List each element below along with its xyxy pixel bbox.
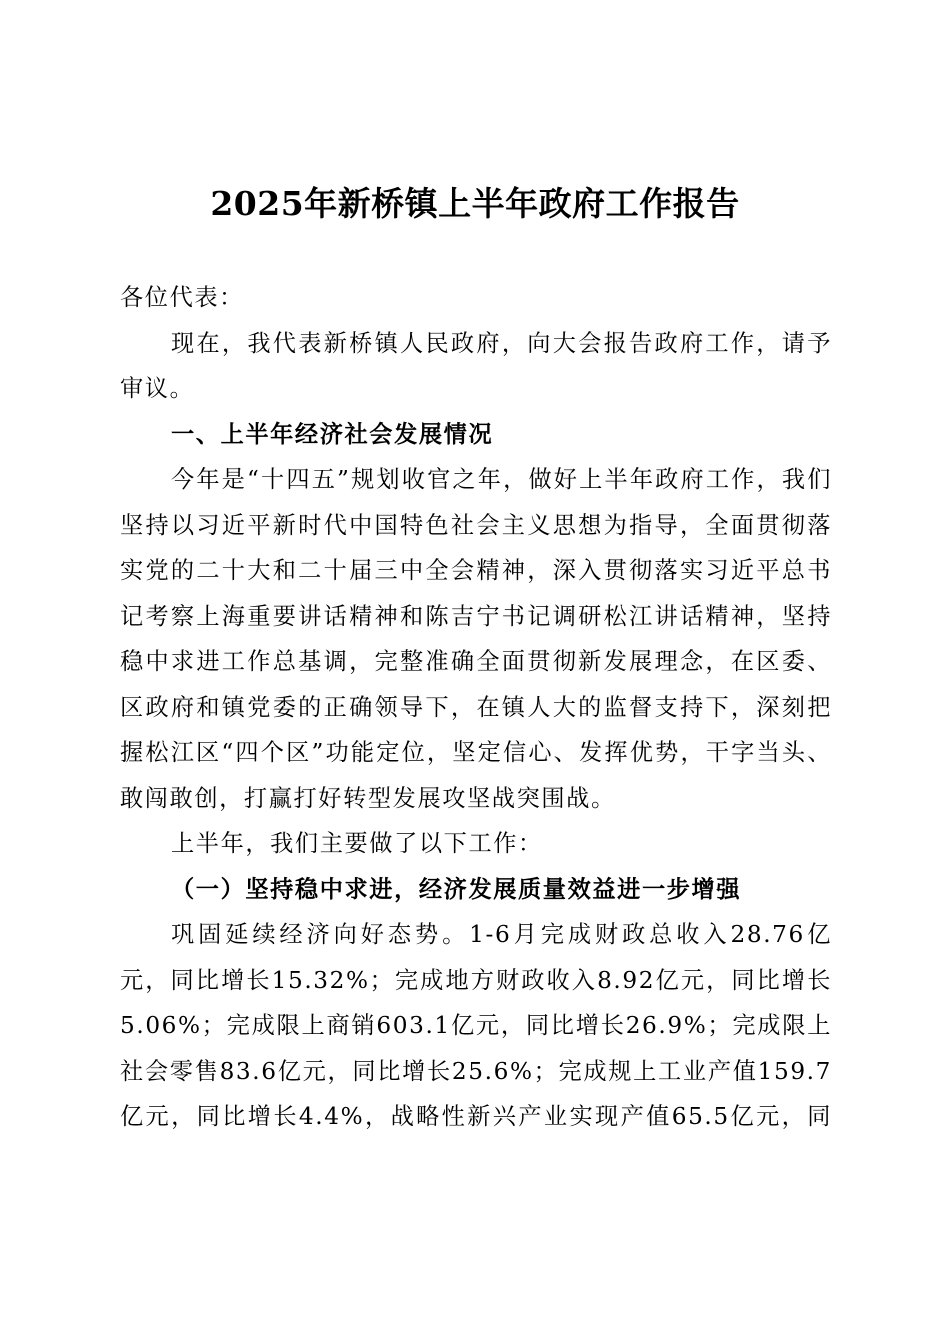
document-title: 2025年新桥镇上半年政府工作报告 (210, 184, 740, 223)
document-body (120, 275, 832, 1140)
salutation: 各位代表： (120, 284, 244, 311)
economy-paragraph: 巩固延续经济向好态势。1-6月完成财政总收入28.76亿元，同比增长15.32%；完成地方财政收入8.92亿元，同比增长5.06%；完成限上商销603.1亿元，同比增长26.9%；完成限上社会零售83.6亿元，同比增长25.6%；完成规上工业产值159.7亿元，同比增长4.4%，战略性新兴产业实现产值65.5亿元，同 (120, 921, 832, 1130)
section-heading: 一、上半年经济社会发展情况 (171, 420, 494, 448)
work-intro-paragraph: 上半年，我们主要做了以下工作： (171, 830, 543, 857)
intro-paragraph: 现在，我代表新桥镇人民政府，向大会报告政府工作，请予审议。 (120, 329, 832, 402)
overview-paragraph: 今年是“十四五”规划收官之年，做好上半年政府工作，我们坚持以习近平新时代中国特色社会主义思想为指导，全面贯彻落实党的二十大和二十届三中全会精神，深入贯彻落实习近平总书记考察上海重要讲话精神和陈吉宁书记调研松江讲话精神，坚持稳中求进工作总基调，完整准确全面贯彻新发展理念，在区委、区政府和镇党委的正确领导下，在镇人大的监督支持下，深刻把握松江区“四个区”功能定位，坚定信心、发挥优势，干字当头、敢闯敢创，打赢打好转型发展攻坚战突围战。 (120, 466, 832, 812)
subsection-heading: （一）坚持稳中求进，经济发展质量效益进一步增强 (171, 875, 742, 903)
